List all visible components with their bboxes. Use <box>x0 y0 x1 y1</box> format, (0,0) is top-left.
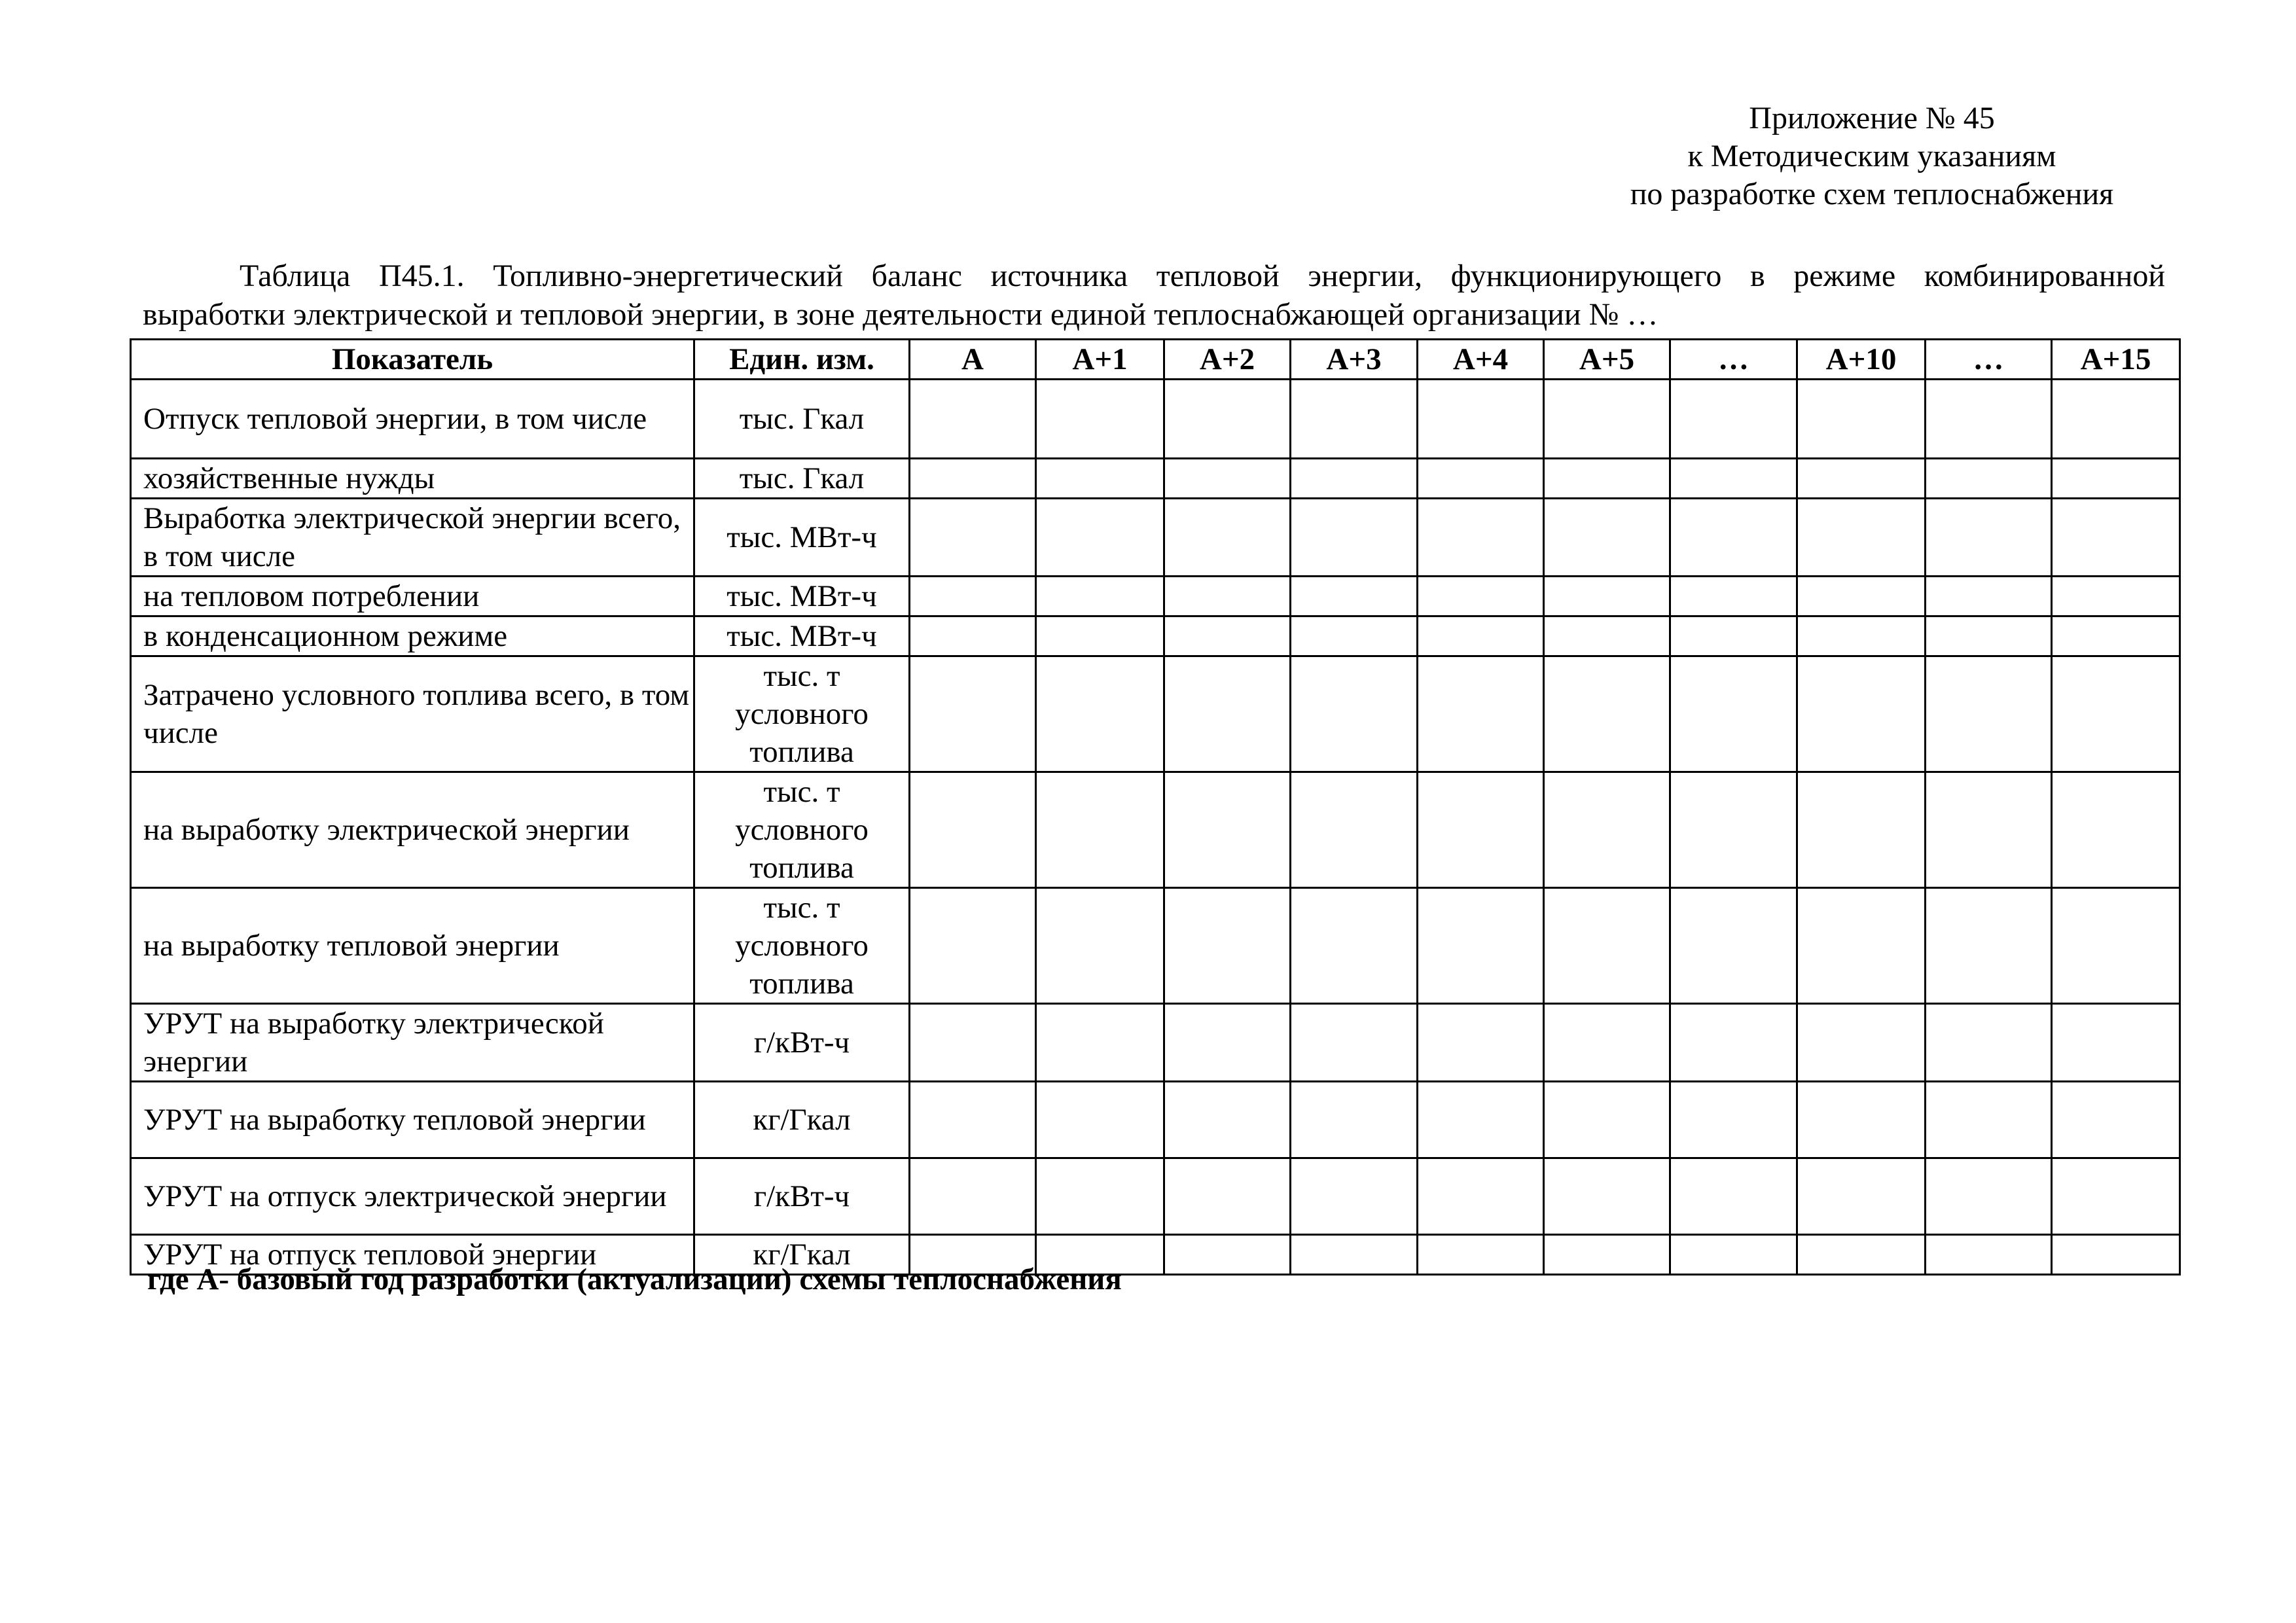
value-cell[interactable] <box>1036 656 1164 772</box>
unit-cell: тыс. МВт-ч <box>694 499 910 577</box>
value-cell[interactable] <box>1291 888 1418 1004</box>
value-cell[interactable] <box>1670 459 1797 499</box>
footnote: где А- базовый год разработки (актуализации) схемы теплоснабжения <box>147 1262 1122 1296</box>
value-cell[interactable] <box>1164 1004 1291 1082</box>
value-cell[interactable] <box>1926 459 2052 499</box>
value-cell[interactable] <box>2052 380 2180 459</box>
unit-cell: кг/Гкал <box>694 1235 910 1275</box>
value-cell[interactable] <box>1036 888 1164 1004</box>
value-cell[interactable] <box>1036 499 1164 577</box>
value-cell[interactable] <box>1291 772 1418 888</box>
value-cell[interactable] <box>910 577 1036 616</box>
value-cell[interactable] <box>1291 656 1418 772</box>
value-cell[interactable] <box>1670 772 1797 888</box>
value-cell[interactable] <box>2052 888 2180 1004</box>
value-cell[interactable] <box>1926 1004 2052 1082</box>
value-cell[interactable] <box>1544 380 1670 459</box>
value-cell[interactable] <box>1544 656 1670 772</box>
column-header: А+2 <box>1164 340 1291 380</box>
appendix-number: Приложение № 45 <box>1749 101 1995 135</box>
value-cell[interactable] <box>1797 1004 1926 1082</box>
indicator-label: Затрачено условного топлива всего, в том числе <box>131 656 694 772</box>
value-cell[interactable] <box>1544 1235 1670 1275</box>
value-cell[interactable] <box>910 1004 1036 1082</box>
value-cell[interactable] <box>2052 577 2180 616</box>
column-header: … <box>1926 340 2052 380</box>
table-row <box>131 380 2180 459</box>
table-row <box>131 1082 2180 1158</box>
value-cell[interactable] <box>1797 577 1926 616</box>
indicator-label: хозяйственные нужды <box>131 459 694 499</box>
value-cell[interactable] <box>910 656 1036 772</box>
value-cell[interactable] <box>1418 1158 1544 1235</box>
value-cell[interactable] <box>1291 1158 1418 1235</box>
value-cell[interactable] <box>1418 380 1544 459</box>
value-cell[interactable] <box>1164 1235 1291 1275</box>
value-cell[interactable] <box>910 380 1036 459</box>
column-header: А+10 <box>1797 340 1926 380</box>
value-cell[interactable] <box>1036 459 1164 499</box>
value-cell[interactable] <box>1797 888 1926 1004</box>
value-cell[interactable] <box>1036 380 1164 459</box>
value-cell[interactable] <box>2052 1082 2180 1158</box>
value-cell[interactable] <box>1544 1004 1670 1082</box>
value-cell[interactable] <box>1418 1082 1544 1158</box>
table-row <box>131 616 2180 656</box>
value-cell[interactable] <box>1164 1082 1291 1158</box>
column-header: … <box>1670 340 1797 380</box>
value-cell[interactable] <box>1926 1235 2052 1275</box>
table-row <box>131 499 2180 577</box>
value-cell[interactable] <box>2052 1158 2180 1235</box>
unit-cell: г/кВт-ч <box>694 1004 910 1082</box>
table-row <box>131 772 2180 888</box>
value-cell[interactable] <box>1926 888 2052 1004</box>
unit-cell: тыс. Гкал <box>694 380 910 459</box>
unit-cell: тыс. т условного топлива <box>694 656 910 772</box>
value-cell[interactable] <box>1797 656 1926 772</box>
value-cell[interactable] <box>1036 616 1164 656</box>
value-cell[interactable] <box>1291 1082 1418 1158</box>
value-cell[interactable] <box>1544 499 1670 577</box>
value-cell[interactable] <box>1797 1082 1926 1158</box>
value-cell[interactable] <box>1418 772 1544 888</box>
value-cell[interactable] <box>1036 772 1164 888</box>
value-cell[interactable] <box>1036 1082 1164 1158</box>
value-cell[interactable] <box>1164 380 1291 459</box>
value-cell[interactable] <box>1291 1004 1418 1082</box>
value-cell[interactable] <box>910 1082 1036 1158</box>
column-header: А+15 <box>2052 340 2180 380</box>
unit-cell: тыс. т условного топлива <box>694 888 910 1004</box>
value-cell[interactable] <box>1670 1082 1797 1158</box>
table-row <box>131 656 2180 772</box>
value-cell[interactable] <box>1164 577 1291 616</box>
table-caption <box>143 257 2165 334</box>
value-cell[interactable] <box>1926 616 2052 656</box>
value-cell[interactable] <box>1670 656 1797 772</box>
value-cell[interactable] <box>1797 1235 1926 1275</box>
indicator-label: УРУТ на отпуск тепловой энергии <box>131 1235 694 1275</box>
appendix-header <box>1558 99 2186 213</box>
value-cell[interactable] <box>910 459 1036 499</box>
value-cell[interactable] <box>1544 577 1670 616</box>
column-header: А+5 <box>1544 340 1670 380</box>
column-header: Показатель <box>131 340 694 380</box>
unit-cell: тыс. т условного топлива <box>694 772 910 888</box>
value-cell[interactable] <box>1291 380 1418 459</box>
value-cell[interactable] <box>1670 577 1797 616</box>
indicator-label: Отпуск тепловой энергии, в том числе <box>131 380 694 459</box>
value-cell[interactable] <box>1544 1158 1670 1235</box>
value-cell[interactable] <box>2052 459 2180 499</box>
value-cell[interactable] <box>1926 1158 2052 1235</box>
unit-cell: г/кВт-ч <box>694 1158 910 1235</box>
value-cell[interactable] <box>1544 772 1670 888</box>
column-header: А+4 <box>1418 340 1544 380</box>
value-cell[interactable] <box>1164 656 1291 772</box>
table-row <box>131 1158 2180 1235</box>
value-cell[interactable] <box>1418 499 1544 577</box>
value-cell[interactable] <box>1670 616 1797 656</box>
value-cell[interactable] <box>1418 1235 1544 1275</box>
value-cell[interactable] <box>2052 616 2180 656</box>
value-cell[interactable] <box>1797 459 1926 499</box>
caption-line-1: Таблица П45.1. Топливно-энергетический баланс источника тепловой энергии, функционирующего в режиме комбинированной <box>240 259 2165 293</box>
appendix-subject: по разработке схем теплоснабжения <box>1630 177 2114 211</box>
value-cell[interactable] <box>1670 380 1797 459</box>
value-cell[interactable] <box>910 499 1036 577</box>
table-row <box>131 1004 2180 1082</box>
table-row <box>131 459 2180 499</box>
value-cell[interactable] <box>1797 616 1926 656</box>
value-cell[interactable] <box>1418 656 1544 772</box>
value-cell[interactable] <box>1418 616 1544 656</box>
value-cell[interactable] <box>1544 616 1670 656</box>
value-cell[interactable] <box>1291 459 1418 499</box>
value-cell[interactable] <box>1164 499 1291 577</box>
value-cell[interactable] <box>1418 577 1544 616</box>
fuel-energy-balance-table <box>130 338 2181 1275</box>
value-cell[interactable] <box>1418 888 1544 1004</box>
table-row <box>131 577 2180 616</box>
value-cell[interactable] <box>1926 1082 2052 1158</box>
value-cell[interactable] <box>1670 1235 1797 1275</box>
indicator-label: УРУТ на отпуск электрической энергии <box>131 1158 694 1235</box>
value-cell[interactable] <box>1164 1158 1291 1235</box>
value-cell[interactable] <box>1797 380 1926 459</box>
value-cell[interactable] <box>1670 888 1797 1004</box>
value-cell[interactable] <box>1164 616 1291 656</box>
indicator-label: в конденсационном режиме <box>131 616 694 656</box>
value-cell[interactable] <box>2052 1235 2180 1275</box>
column-header: А+3 <box>1291 340 1418 380</box>
value-cell[interactable] <box>1670 1004 1797 1082</box>
table-header-row <box>131 340 2180 380</box>
value-cell[interactable] <box>1291 616 1418 656</box>
column-header: А+1 <box>1036 340 1164 380</box>
indicator-label: Выработка электрической энергии всего, в том числе <box>131 499 694 577</box>
indicator-label: на тепловом потреблении <box>131 577 694 616</box>
value-cell[interactable] <box>1797 499 1926 577</box>
value-cell[interactable] <box>1291 499 1418 577</box>
value-cell[interactable] <box>910 888 1036 1004</box>
unit-cell: тыс. МВт-ч <box>694 616 910 656</box>
value-cell[interactable] <box>1797 1158 1926 1235</box>
column-header: Един. изм. <box>694 340 910 380</box>
value-cell[interactable] <box>1670 1158 1797 1235</box>
value-cell[interactable] <box>1164 888 1291 1004</box>
value-cell[interactable] <box>1797 772 1926 888</box>
value-cell[interactable] <box>910 772 1036 888</box>
indicator-label: на выработку тепловой энергии <box>131 888 694 1004</box>
value-cell[interactable] <box>1036 577 1164 616</box>
value-cell[interactable] <box>1036 1004 1164 1082</box>
value-cell[interactable] <box>1926 772 2052 888</box>
value-cell[interactable] <box>2052 772 2180 888</box>
value-cell[interactable] <box>1544 459 1670 499</box>
value-cell[interactable] <box>1544 1082 1670 1158</box>
value-cell[interactable] <box>1926 499 2052 577</box>
indicator-label: на выработку электрической энергии <box>131 772 694 888</box>
value-cell[interactable] <box>1418 1004 1544 1082</box>
value-cell[interactable] <box>2052 656 2180 772</box>
column-header: А <box>910 340 1036 380</box>
value-cell[interactable] <box>1164 459 1291 499</box>
unit-cell: тыс. МВт-ч <box>694 577 910 616</box>
indicator-label: УРУТ на выработку тепловой энергии <box>131 1082 694 1158</box>
value-cell[interactable] <box>1418 459 1544 499</box>
value-cell[interactable] <box>2052 1004 2180 1082</box>
value-cell[interactable] <box>1670 499 1797 577</box>
appendix-reference: к Методическим указаниям <box>1687 139 2056 173</box>
unit-cell: кг/Гкал <box>694 1082 910 1158</box>
value-cell[interactable] <box>1036 1158 1164 1235</box>
value-cell[interactable] <box>910 1158 1036 1235</box>
table-row <box>131 888 2180 1004</box>
value-cell[interactable] <box>1926 656 2052 772</box>
caption-line-2: выработки электрической и тепловой энергии, в зоне деятельности единой теплоснабжающей организации № … <box>143 297 1659 332</box>
value-cell[interactable] <box>910 616 1036 656</box>
value-cell[interactable] <box>1291 577 1418 616</box>
indicator-label: УРУТ на выработку электрической энергии <box>131 1004 694 1082</box>
value-cell[interactable] <box>1926 577 2052 616</box>
value-cell[interactable] <box>1164 772 1291 888</box>
unit-cell: тыс. Гкал <box>694 459 910 499</box>
value-cell[interactable] <box>2052 499 2180 577</box>
value-cell[interactable] <box>1544 888 1670 1004</box>
value-cell[interactable] <box>1291 1235 1418 1275</box>
value-cell[interactable] <box>1926 380 2052 459</box>
